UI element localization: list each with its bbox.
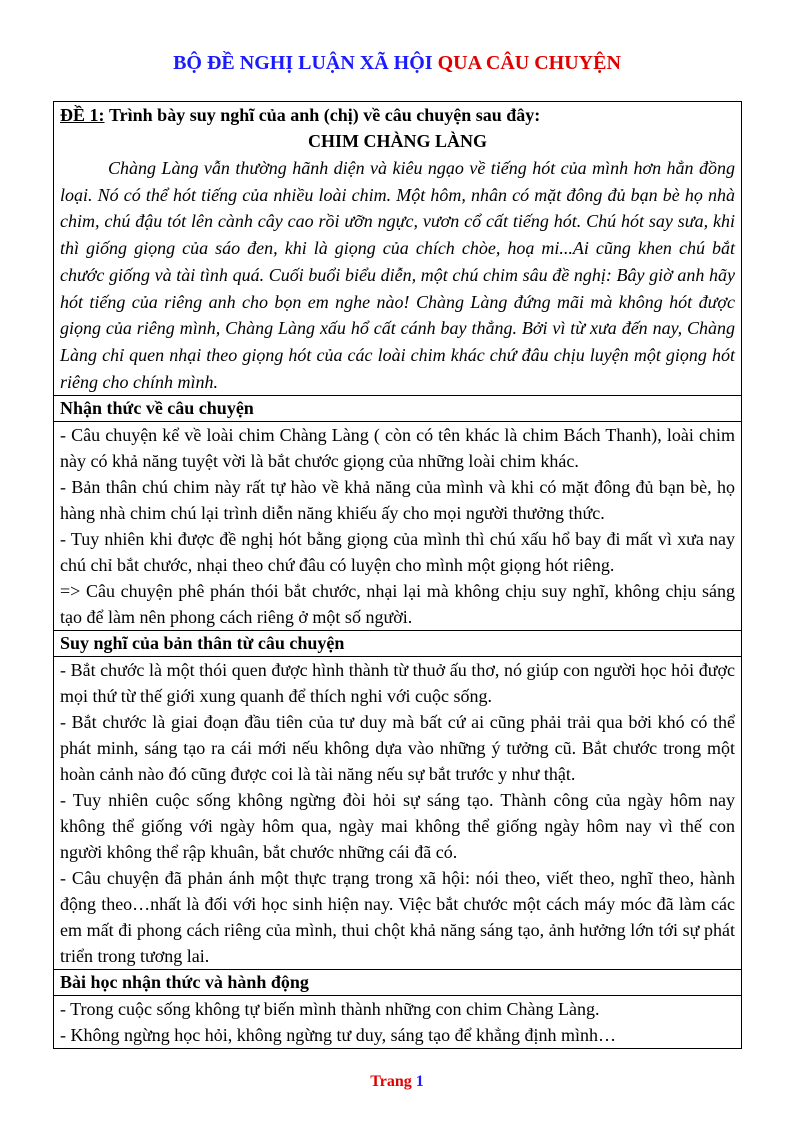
document-title (0, 49, 794, 77)
page-label: Trang (370, 1073, 412, 1090)
section-body-row (54, 657, 742, 970)
document-title-part1: BỘ ĐỀ NGHỊ LUẬN XÃ HỘI (173, 52, 433, 74)
question-prompt: Trình bày suy nghĩ của anh (chị) về câu chuyện sau đây: (109, 105, 541, 125)
page-footer (0, 1073, 794, 1091)
section-2-paragraph: - Câu chuyện đã phản ánh một thực trạng trong xã hội: nói theo, viết theo, nghĩ theo, hành động theo…nhất là đối với học sinh hiện nay. Việc bắt chước một cách máy móc đã làm các em mất đi phong cách riêng của mình, thui chột khả năng sáng tạo, ảnh hưởng lớn tới sự phát triển trong tương lai. (60, 868, 735, 967)
section-1-conclusion: => Câu chuyện phê phán thói bắt chước, nhại lại mà không chịu suy nghĩ, không chịu sáng tạo để làm nên phong cách riêng ở một số người. (60, 581, 735, 628)
section-1-paragraph: - Câu chuyện kể về loài chim Chàng Làng ( còn có tên khác là chim Bách Thanh), loài chim này có khả năng tuyệt vời là bắt chước giọng của những loài chim khác. (60, 425, 735, 472)
section-body-row (54, 996, 742, 1049)
section-1-paragraph: - Tuy nhiên khi được đề nghị hót bằng giọng của mình thì chú xấu hổ bay đi mất vì xưa nay chú chỉ bắt chước, nhại theo chứ đâu có luyện cho mình một giọng hót riêng. (60, 529, 735, 576)
section-2-paragraph: - Bắt chước là một thói quen được hình thành từ thuở ấu thơ, nó giúp con người học hỏi được mọi thứ từ thế giới xung quanh để thích nghi với cuộc sống. (60, 660, 735, 707)
section-heading-row (54, 631, 742, 657)
document-title-part2: QUA CÂU CHUYỆN (437, 52, 621, 74)
section-body-1 (54, 422, 742, 631)
content-table (53, 101, 742, 1049)
section-1-paragraph: - Bản thân chú chim này rất tự hào về khả năng của mình và khi có mặt đông đủ bạn bè, họ hàng nhà chim chú lại trình diễn năng khiếu ấy cho mọi người thưởng thức. (60, 477, 735, 524)
section-3-paragraph: - Không ngừng học hỏi, không ngừng tư duy, sáng tạo để khẳng định mình… (60, 1025, 617, 1046)
question-row (54, 102, 742, 396)
question-cell (54, 102, 742, 396)
story-text: Chàng Làng vẫn thường hãnh diện và kiêu ngạo về tiếng hót của mình hơn hẳn đồng loại. Nó có thể hót tiếng của nhiều loài chim. Một hôm, nhân có mặt đông đủ bạn bè họ nhà chim, chú đậu tót lên cành cây cao rồi ưỡn ngực, vươn cổ cất tiếng hót. Chú hót say sưa, khi thì giống giọng của sáo đen, khi là giọng của chích chòe, hoạ mi...Ai cũng khen chú bắt chước giống và tài tình quá. Cuối buổi biểu diễn, một chú chim sâu đề nghị: Bây giờ anh hãy hót tiếng của riêng anh cho bọn em nghe nào! Chàng Làng đứng mãi mà không hót được giọng của riêng mình, Chàng Làng xấu hổ cất cánh bay thẳng. Bởi vì từ xưa đến nay, Chàng Làng chỉ quen nhại theo giọng hót của các loài chim khác chứ đâu chịu luyện một giọng hót riêng cho chính mình. (60, 158, 735, 392)
section-body-2 (54, 657, 742, 970)
question-label: ĐỀ 1: (60, 105, 105, 125)
question-line (60, 102, 735, 127)
section-heading-3: Bài học nhận thức và hành động (54, 970, 742, 996)
page-number: 1 (415, 1073, 424, 1090)
section-3-paragraph: - Trong cuộc sống không tự biến mình thành những con chim Chàng Làng. (60, 999, 600, 1020)
section-body-row (54, 422, 742, 631)
section-2-paragraph: - Tuy nhiên cuộc sống không ngừng đòi hỏi sự sáng tạo. Thành công của ngày hôm nay không thể giống với ngày hôm qua, ngày mai không thể giống ngày hôm nay vì thế con người không thể rập khuân, bắt chước những cái đã có. (60, 790, 735, 863)
section-body-3 (54, 996, 742, 1049)
section-heading-row (54, 396, 742, 422)
section-heading-2: Suy nghĩ của bản thân từ câu chuyện (54, 631, 742, 657)
section-2-paragraph: - Bắt chước là giai đoạn đầu tiên của tư duy mà bất cứ ai cũng phải trải qua bởi khó có thể phát minh, sáng tạo ra cái mới nếu không dựa vào những ý tưởng cũ. Bắt chước trong một hoàn cảnh nào đó cũng được coi là tài năng nếu sự bắt trước y như thật. (60, 712, 735, 785)
section-heading-row (54, 970, 742, 996)
section-heading-1: Nhận thức về câu chuyện (54, 396, 742, 422)
story-title: CHIM CHÀNG LÀNG (308, 131, 487, 151)
